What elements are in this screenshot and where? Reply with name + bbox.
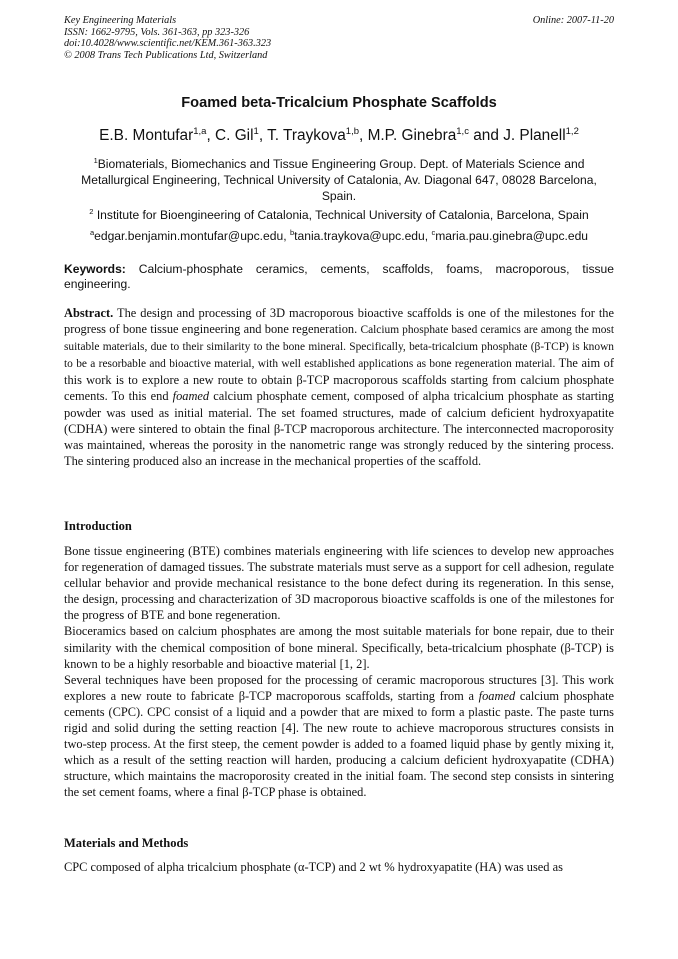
author-separator: , [206,127,216,144]
online-date: Online: 2007-11-20 [532,15,614,26]
author-name: C. Gil [215,127,254,144]
paragraph: Bone tissue engineering (BTE) combines materials engineering with life sciences to develop new approaches for regeneration of damaged tissues. The substrate materials must serve as a support for cell adhesion, regulate cellular behavior and provide mechanical resistance to the bone defect during its regeneration. In this sense, the design, processing and characterization of 3D macroporous bioactive scaffolds is one of the milestones for the progress of BTE and bone regeneration. [64,544,614,623]
author-separator: and [468,127,504,144]
paper-title: Foamed beta-Tricalcium Phosphate Scaffolds [181,95,497,111]
author-name: E.B. Montufar [99,127,194,144]
paragraph [64,672,614,801]
paragraph-emphasis: foamed [478,688,516,703]
paragraph: Bioceramics based on calcium phosphates are among the most suitable materials for bone repair, due to their similarity with the chemical composition of bone mineral. Specifically, beta-tricalcium phosphate (β-TCP) is known to be a highly resorbable and bioactive material [1, 2]. [64,624,614,671]
affiliation-text: Institute for Bioengineering of Catalonia, Technical University of Catalonia, Barcelona, Spain [93,208,589,222]
abstract-text: The design and processing of 3D macroporous bioactive scaffolds is one of the milestones for the progress of bone tissue engineering and bone regeneration. [64,306,614,337]
journal-header [64,15,271,61]
author-name: T. Traykova [267,127,346,144]
journal-issn: ISSN: 1662-9795, Vols. 361-363, pp 323-326 [64,26,250,38]
author-superscript: 1,a [193,126,207,137]
email-superscript: c [431,228,436,237]
author-superscript: 1 [253,126,259,137]
author-name: J. Planell [503,127,566,144]
paragraph-text: calcium phosphate cements (CPC). CPC consist of a liquid and a powder that are mixed to form a plastic paste. The paste turns rigid and solid during the setting reaction [4]. The new route to achieve macroporous structures consists in two-step process. At the first steep, the cement powder is added to a foamed liquid phase by gently mixing it, which as a result of the setting reaction will harden, producing a calcium deficient hydroxyapatite (CDHA) structure, which maintains the macroporosity created in the initial foam. The second step consists in sintering the set cement foams, where a final β-TCP phase is obtained. [64,688,615,800]
journal-name: Key Engineering Materials [64,15,177,26]
author-superscript: 1,b [345,126,360,137]
affiliation-number: 1 [93,156,98,165]
author-separator: , [359,127,368,144]
email-superscript: b [289,228,295,237]
abstract-text: The aim of this work is to explore a new route to obtain β-TCP macroporous scaffolds starting from calcium phosphate cements. To this end [64,356,614,404]
abstract-text-small: Calcium phosphate based ceramics are among the most suitable materials, due to their similarity to the bone mineral. Specifically, beta-tricalcium phosphate (β-TCP) is known to be a resorbable and bioactive material, with well established applications as bone regeneration material. [64,324,614,371]
affiliation-1 [64,153,614,205]
email-address[interactable]: maria.pau.ginebra@upc.edu [435,229,589,243]
paragraph-text: Several techniques have been proposed for the processing of ceramic macroporous structures [3]. This work explores a new route to fabricate β-TCP macroporous scaffolds, starting from a [64,672,614,703]
introduction-body [64,543,614,801]
abstract [64,305,614,469]
email-separator: , [424,229,432,243]
abstract-text: calcium phosphate cement, composed of alpha tricalcium phosphate as starting powder was used as initial material. The set foamed structures, made of calcium deficient hydroxyapatite (CDHA) were sintered to obtain the final β-TCP macroporous architecture. The interconnected macroporosity was maintained, whereas the porosity in the nanometric range was strongly reduced by the sintering process. The sintering produced also an increase in the mechanical properties of the scaffold. [64,389,614,468]
affiliation-number: 2 [89,207,94,216]
journal-copyright: © 2008 Trans Tech Publications Ltd, Switzerland [64,49,268,61]
keywords-text: Calcium-phosphate ceramics, cements, scaffolds, foams, macroporous, tissue engineering. [64,262,614,291]
email-address[interactable]: tania.traykova@upc.edu [294,229,425,243]
affiliation-text: Biomaterials, Biomechanics and Tissue Engineering Group. Dept. of Materials Science and Metallurgical Engineering, Technical University of Catalonia, Av. Diagonal 647, 08028 Barcelona, Spain. [81,157,597,204]
email-separator: , [283,229,290,243]
abstract-label: Abstract. [64,306,114,320]
abstract-emphasis: foamed [172,389,210,404]
methods-body [64,859,614,875]
journal-doi: doi:10.4028/www.scientific.net/KEM.361-363.323 [64,38,272,50]
author-name: M.P. Ginebra [367,127,457,144]
paragraph: CPC composed of alpha tricalcium phosphate (α-TCP) and 2 wt % hydroxyapatite (HA) was used as [64,860,563,874]
section-heading-introduction: Introduction [64,519,132,533]
author-emails [64,225,614,244]
author-list [0,126,678,145]
keywords [64,262,614,291]
email-superscript: a [89,228,95,237]
section-heading-methods: Materials and Methods [64,836,189,850]
author-separator: , [258,127,268,144]
author-superscript: 1,2 [565,126,579,137]
affiliation-2 [64,204,614,223]
email-address[interactable]: edgar.benjamin.montufar@upc.edu [94,229,284,243]
author-superscript: 1,c [456,126,469,137]
keywords-label: Keywords: [64,262,126,276]
